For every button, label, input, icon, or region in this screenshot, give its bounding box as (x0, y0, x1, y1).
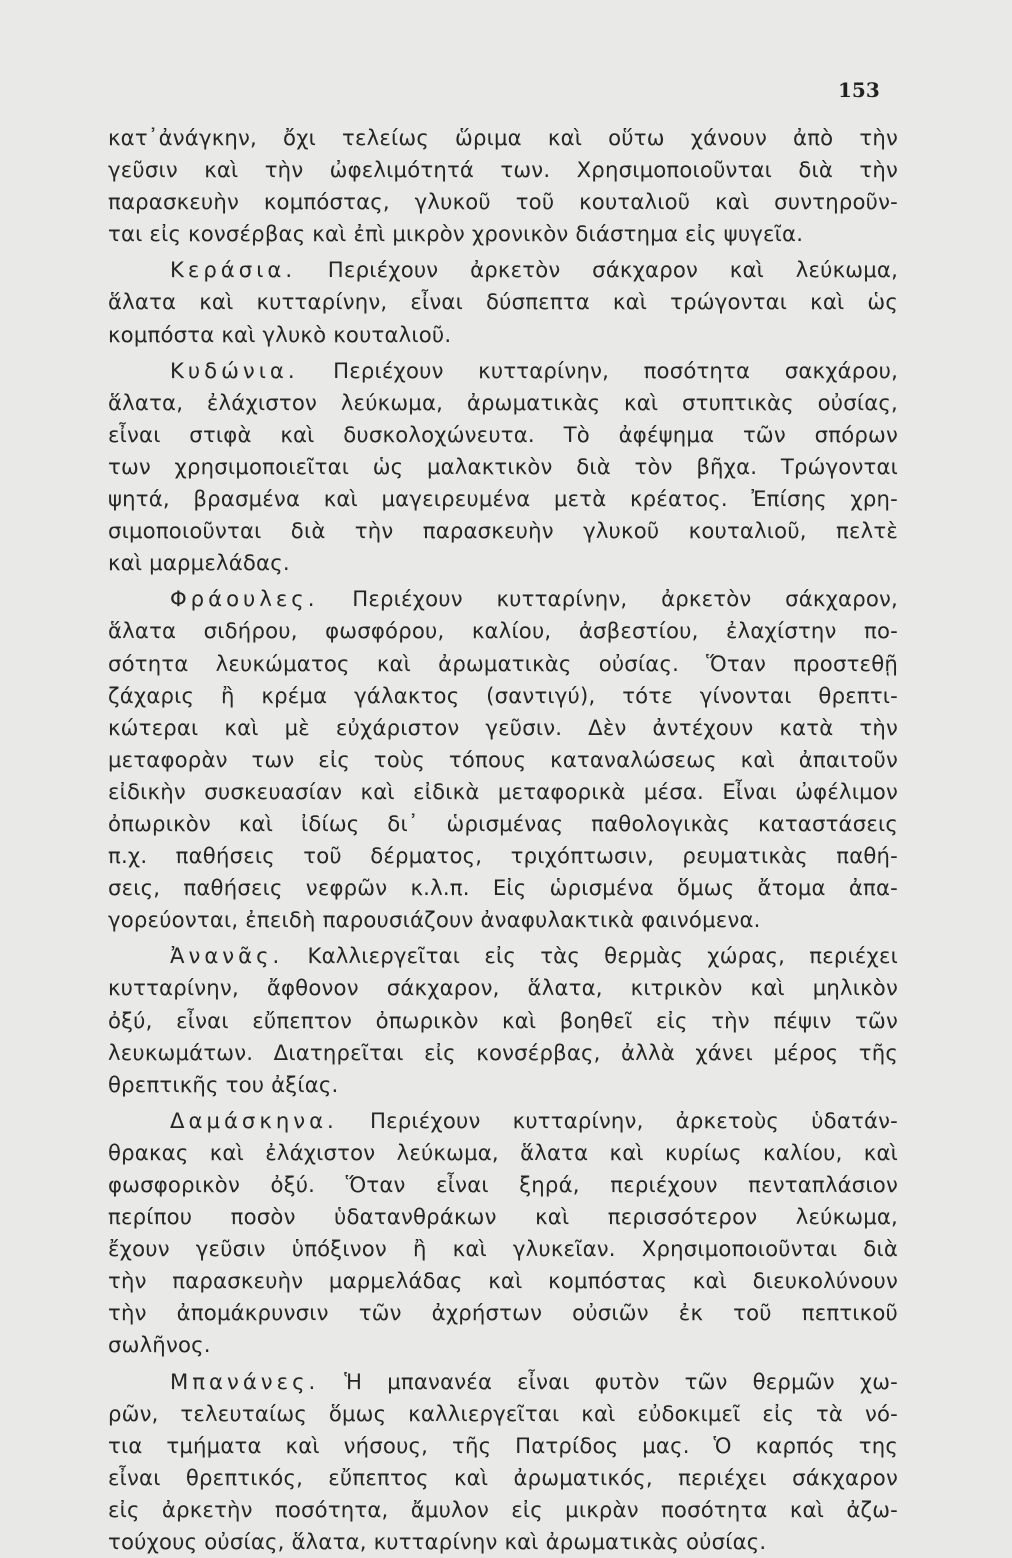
text-run: Καλλιεργεῖται εἰς τὰς θερμὰς χώρας, περιέχει (283, 943, 898, 969)
text-line: εἰδικὴν συσκευασίαν καὶ εἰδικὰ μεταφορικὰ μέσα. Εἶναι ὠφέλιμον (108, 778, 898, 804)
paragraph-first-line (108, 940, 898, 972)
text-run: Περιέχουν ἀρκετὸν σάκχαρον καὶ λεύκωμα, (296, 257, 898, 283)
text-line: ρῶν, τελευταίως ὅμως καλλιεργεῖται καὶ εὐδοκιμεῖ εἰς τὰ νό- (108, 1400, 898, 1426)
paragraph-heading: Φράουλες. (170, 586, 319, 612)
text-line: λευκωμάτων. Διατηρεῖται εἰς κονσέρβας, ἀλλὰ χάνει μέρος τῆς (108, 1039, 898, 1065)
paragraph-heading: Δαμάσκηνα. (170, 1107, 338, 1133)
body-text (108, 122, 898, 1558)
text-line: κυτταρίνην, ἄφθονον σάκχαρον, ἅλατα, κιτρικὸν καὶ μηλικὸν (108, 975, 898, 1001)
text-line: κώτεραι καὶ μὲ εὐχάριστον γεῦσιν. Δὲν ἀντέχουν κατὰ τὴν (108, 714, 898, 740)
text-line: κατ᾽ἀνάγκην, ὄχι τελείως ὥριμα καὶ οὕτω χάνουν ἀπὸ τὴν (108, 125, 898, 150)
text-line: τια τμήματα καὶ νήσους, τῆς Πατρίδος μας. Ὁ καρπός της (108, 1432, 898, 1458)
text-line: θρεπτικῆς του ἀξίας. (108, 1071, 339, 1097)
text-run: Περιέχουν κυτταρίνην, ἀρκετὸν σάκχαρον, (318, 586, 898, 612)
page-number: 153 (838, 78, 880, 102)
text-line: των χρησιμοποιεῖται ὡς μαλακτικὸν διὰ τὸν βῆχα. Τρώγονται (108, 453, 898, 479)
text-line: παρασκευὴν κομπόστας, γλυκοῦ τοῦ κουταλιοῦ καὶ συντηροῦν- (108, 189, 898, 215)
text-line: φωσφορικὸν ὀξύ. Ὅταν εἶναι ξηρά, περιέχουν πενταπλάσιον (108, 1172, 898, 1197)
text-line: ὀξύ, εἶναι εὔπεπτον ὀπωρικὸν καὶ βοηθεῖ εἰς τὴν πέψιν τῶν (108, 1007, 898, 1033)
text-line: ὀπωρικὸν καὶ ἰδίως δι᾽ ὡρισμένας παθολογικὰς καταστάσεις (108, 810, 898, 836)
text-line: σεις, παθήσεις νεφρῶν κ.λ.π. Εἰς ὡρισμένα ὅμως ἄτομα ἀπα- (108, 875, 898, 901)
text-run: Περιέχουν κυτταρίνην, ἀρκετοὺς ὑδατάν- (337, 1107, 898, 1133)
paragraph-heading: Ἀνανᾶς. (170, 943, 284, 969)
text-line: ζάχαρις ἢ κρέμα γάλακτος (σαντιγύ), τότε γίνονται θρεπτι- (108, 682, 898, 708)
text-line: π.χ. παθήσεις τοῦ δέρματος, τριχόπτωσιν, ρευματικὰς παθή- (108, 843, 898, 869)
text-line: εἶναι θρεπτικός, εὔπεπτος καὶ ἀρωματικός, περιέχει σάκχαρον (108, 1464, 898, 1490)
text-line: εἶναι στιφὰ καὶ δυσκολοχώνευτα. Τὸ ἀφέψημα τῶν σπόρων (108, 421, 898, 447)
text-line: ἔχουν γεῦσιν ὑπόξινον ἢ καὶ γλυκεῖαν. Χρησιμοποιοῦνται διὰ (108, 1236, 898, 1262)
text-line: γεῦσιν καὶ τὴν ὠφελιμότητά των. Χρησιμοποιοῦνται διὰ τὴν (108, 157, 898, 183)
text-line: σιμοποιοῦνται διὰ τὴν παρασκευὴν γλυκοῦ κουταλιοῦ, πελτὲ (108, 518, 898, 544)
text-line: ται εἰς κονσέρβας καὶ ἐπὶ μικρὸν χρονικὸν διάστημα εἰς ψυγεῖα. (108, 221, 804, 247)
paragraph-first-line (108, 254, 898, 286)
text-line: σωλῆνος. (108, 1332, 211, 1358)
paragraph-heading: Μπανάνες. (170, 1368, 320, 1394)
paragraph-first-line (108, 1366, 898, 1398)
text-line: περίπου ποσὸν ὑδατανθράκων καὶ περισσότερον λεύκωμα, (108, 1204, 898, 1230)
text-line: κομπόστα καὶ γλυκὸ κουταλιοῦ. (108, 321, 452, 347)
text-line: καὶ μαρμελάδας. (108, 550, 290, 576)
text-line: θρακας καὶ ἐλάχιστον λεύκωμα, ἅλατα καὶ κυρίως καλίου, καὶ (108, 1139, 898, 1165)
paragraph-first-line (108, 355, 898, 387)
text-run: Περιέχουν κυτταρίνην, ποσότητα σακχάρου, (298, 357, 898, 383)
paragraph-heading: Κυδώνια. (170, 357, 299, 383)
text-line: ψητά, βρασμένα καὶ μαγειρευμένα μετὰ κρέατος. Ἐπίσης χρη- (108, 486, 898, 512)
text-line: τὴν ἀπομάκρυνσιν τῶν ἀχρήστων οὐσιῶν ἐκ τοῦ πεπτικοῦ (108, 1300, 898, 1326)
paragraph-heading: Κεράσια. (170, 257, 297, 283)
text-line: τὴν παρασκευὴν μαρμελάδας καὶ κομπόστας καὶ διευκολύνουν (108, 1268, 898, 1294)
text-run: Ἡ μπανανέα εἶναι φυτὸν τῶν θερμῶν χω- (319, 1368, 898, 1394)
text-line: μεταφορὰν των εἰς τοὺς τόπους καταναλώσεως καὶ ἀπαιτοῦν (108, 746, 898, 772)
text-line: ἅλατα σιδήρου, φωσφόρου, καλίου, ἀσβεστίου, ἐλαχίστην πο- (108, 618, 898, 644)
paragraph-first-line (108, 583, 898, 615)
text-line: σότητα λευκώματος καὶ ἀρωματικὰς οὐσίας. Ὅταν προστεθῇ (108, 650, 898, 676)
text-line: ἅλατα, ἐλάχιστον λεύκωμα, ἀρωματικὰς καὶ στυπτικὰς οὐσίας, (108, 389, 898, 415)
text-line: τούχους οὐσίας, ἅλατα, κυτταρίνην καὶ ἀρωματικὰς οὐσίας. (108, 1529, 767, 1555)
text-line: εἰς ἀρκετὴν ποσότητα, ἄμυλον εἰς μικρὰν ποσότητα καὶ ἀζω- (108, 1496, 898, 1522)
paragraph-first-line (108, 1105, 898, 1137)
text-line: ἅλατα καὶ κυτταρίνην, εἶναι δύσπεπτα καὶ τρώγονται καὶ ὡς (108, 289, 898, 315)
text-line: γορεύονται, ἐπειδὴ παρουσιάζουν ἀναφυλακτικὰ φαινόμενα. (108, 907, 761, 933)
